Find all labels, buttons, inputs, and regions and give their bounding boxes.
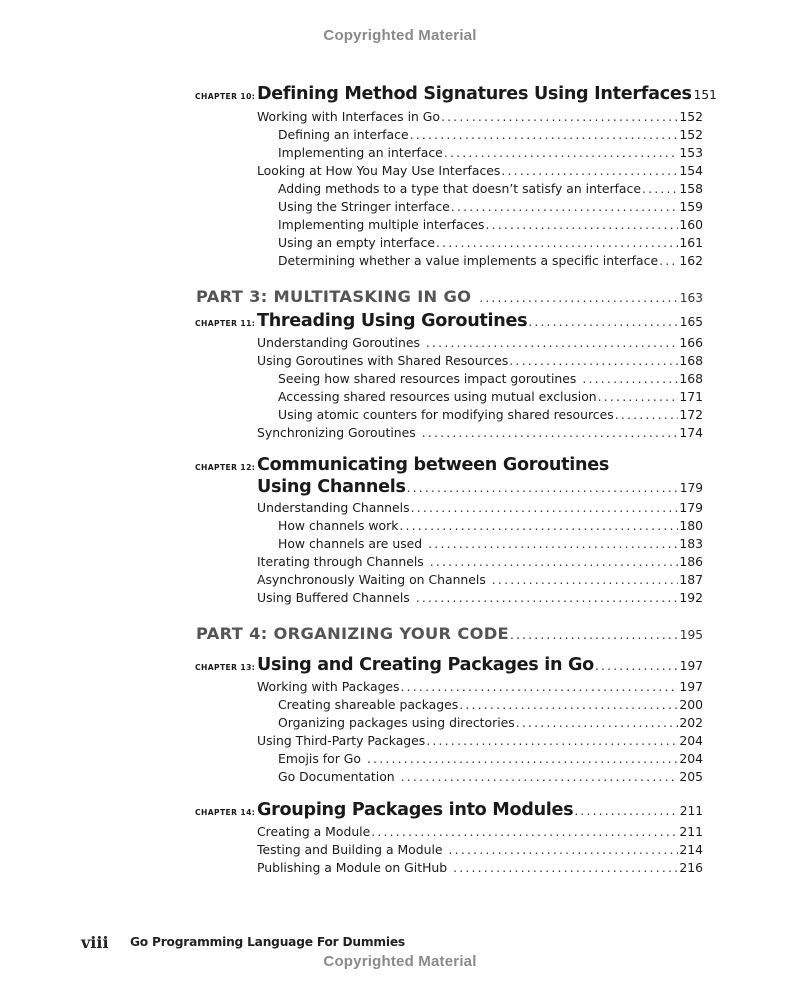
toc-subentry[interactable]: [278, 127, 703, 145]
page-number: 211: [679, 824, 703, 839]
entry-label: Understanding Goroutines: [257, 335, 420, 350]
toc-entry[interactable]: [257, 335, 703, 353]
entry-label: Emojis for Go: [278, 751, 361, 766]
chapter-title: Using and Creating Packages in Go: [257, 655, 594, 675]
dot-leader: [595, 659, 679, 673]
entry-label: Iterating through Channels: [257, 554, 424, 569]
toc-entry[interactable]: [257, 163, 703, 181]
toc-subentry[interactable]: [278, 235, 703, 253]
entry-label: Creating shareable packages: [278, 697, 459, 712]
entry-label: Using atomic counters for modifying shared resources: [278, 407, 614, 422]
dot-leader: [492, 572, 679, 587]
page-number: 151: [693, 88, 717, 102]
chapter-tag: CHAPTER 12:: [195, 463, 256, 472]
dot-leader: [401, 679, 679, 694]
dot-leader: [401, 769, 679, 784]
entry-label: Using the Stringer interface: [278, 199, 450, 214]
toc-subentry[interactable]: [278, 217, 703, 235]
page-number: 187: [679, 572, 703, 587]
dot-leader: [659, 253, 678, 268]
page-number: 153: [679, 145, 703, 160]
entry-label: Implementing an interface: [278, 145, 443, 160]
toc-entry[interactable]: [257, 109, 703, 127]
page-number: 216: [679, 860, 703, 875]
toc-entry[interactable]: [257, 824, 703, 842]
entry-label: Working with Packages: [257, 679, 400, 694]
dot-leader: [371, 824, 678, 839]
dot-leader: [410, 127, 679, 142]
dot-leader: [516, 715, 679, 730]
page-number: 162: [679, 253, 703, 268]
page-number: 183: [679, 536, 703, 551]
part-4-heading[interactable]: [196, 624, 703, 643]
page-number: 197: [679, 659, 703, 673]
page-number: 179: [679, 500, 703, 515]
entry-label: Working with Interfaces in Go: [257, 109, 440, 124]
entry-label: Using Goroutines with Shared Resources: [257, 353, 509, 368]
entry-label: Defining an interface: [278, 127, 409, 142]
dot-leader: [441, 109, 678, 124]
toc-subentry[interactable]: [278, 697, 703, 715]
entry-label: Determining whether a value implements a specific interface: [278, 253, 659, 268]
entry-label: Testing and Building a Module: [257, 842, 443, 857]
page-number: 168: [679, 353, 703, 368]
chapter-13-heading[interactable]: [195, 655, 703, 675]
page-number: 192: [679, 590, 703, 605]
dot-leader: [509, 353, 678, 368]
page-number: 172: [679, 407, 703, 422]
dot-leader: [528, 315, 678, 329]
entry-label: Accessing shared resources using mutual exclusion: [278, 389, 597, 404]
dot-leader: [479, 291, 678, 305]
page-number: 180: [679, 518, 703, 533]
dot-leader: [642, 181, 678, 196]
dot-leader: [598, 389, 679, 404]
part-3-heading[interactable]: [196, 287, 703, 306]
page-number: 159: [679, 199, 703, 214]
page-number: 171: [679, 389, 703, 404]
page-number: 165: [679, 315, 703, 329]
page-number: 204: [679, 751, 703, 766]
toc-subentry[interactable]: [278, 536, 703, 554]
copyright-watermark-top: Copyrighted Material: [323, 27, 477, 44]
page-number: 168: [679, 371, 703, 386]
page-number: 195: [679, 628, 703, 642]
entry-label: Understanding Channels: [257, 500, 410, 515]
dot-leader: [416, 590, 679, 605]
toc-subentry[interactable]: [278, 407, 703, 425]
toc-entry[interactable]: [257, 733, 703, 751]
entry-label: Implementing multiple interfaces: [278, 217, 485, 232]
toc-entry[interactable]: [257, 842, 703, 860]
chapter-12-heading[interactable]: [257, 477, 703, 497]
page-number: 152: [679, 127, 703, 142]
chapter-title: Threading Using Goroutines: [257, 311, 528, 331]
dot-leader: [367, 751, 678, 766]
page-number: 179: [679, 481, 703, 495]
dot-leader: [485, 217, 678, 232]
chapter-title-line2: Using Channels: [257, 477, 406, 497]
chapter-tag: CHAPTER 11:: [195, 319, 256, 328]
dot-leader: [407, 481, 679, 495]
dot-leader: [459, 697, 678, 712]
toc-subentry[interactable]: [278, 145, 703, 163]
toc-entry[interactable]: [257, 679, 703, 697]
copyright-watermark-bottom: Copyrighted Material: [323, 953, 477, 970]
chapter-tag: CHAPTER 10:: [195, 92, 256, 101]
page-number: 186: [679, 554, 703, 569]
dot-leader: [430, 554, 679, 569]
page-number: 163: [679, 291, 703, 305]
entry-label: Synchronizing Goroutines: [257, 425, 416, 440]
part-title: PART 3: MULTITASKING IN GO: [196, 287, 472, 306]
page-number: 154: [679, 163, 703, 178]
dot-leader: [451, 199, 679, 214]
chapter-tag: CHAPTER 13:: [195, 663, 256, 672]
toc-entry[interactable]: [257, 590, 703, 608]
entry-label: Asynchronously Waiting on Channels: [257, 572, 486, 587]
chapter-title-line1: Communicating between Goroutines: [257, 455, 610, 475]
dot-leader: [449, 842, 679, 857]
dot-leader: [436, 235, 678, 250]
toc-entry[interactable]: [257, 353, 703, 371]
toc-entry[interactable]: [257, 860, 703, 878]
entry-label: Seeing how shared resources impact goroutines: [278, 371, 577, 386]
toc-subentry[interactable]: [278, 518, 703, 536]
toc-subentry[interactable]: [278, 715, 703, 733]
page-number: 158: [679, 181, 703, 196]
entry-label: Creating a Module: [257, 824, 371, 839]
toc-subentry[interactable]: [278, 253, 703, 271]
toc-entry[interactable]: [257, 500, 703, 518]
entry-label: Using Buffered Channels: [257, 590, 410, 605]
toc-entry[interactable]: [257, 425, 703, 443]
dot-leader: [428, 536, 678, 551]
chapter-title: Defining Method Signatures Using Interfaces: [257, 84, 692, 104]
entry-label: Adding methods to a type that doesn’t satisfy an interface: [278, 181, 641, 196]
part-title: PART 4: ORGANIZING YOUR CODE: [196, 624, 509, 643]
entry-label: Go Documentation: [278, 769, 395, 784]
page-number: 152: [679, 109, 703, 124]
toc-subentry[interactable]: [278, 389, 703, 407]
page-number: 166: [679, 335, 703, 350]
dot-leader: [615, 407, 679, 422]
entry-label: Publishing a Module on GitHub: [257, 860, 448, 875]
toc-subentry[interactable]: [278, 751, 703, 769]
dot-leader: [422, 425, 679, 440]
page-number: 204: [679, 733, 703, 748]
entry-label: Looking at How You May Use Interfaces: [257, 163, 501, 178]
footer-book-title: Go Programming Language For Dummies: [130, 935, 405, 949]
chapter-14-heading[interactable]: [195, 800, 703, 820]
toc-entry[interactable]: [257, 554, 703, 572]
page-number: 197: [679, 679, 703, 694]
chapter-tag: CHAPTER 14:: [195, 808, 256, 817]
dot-leader: [453, 860, 678, 875]
dot-leader: [411, 500, 679, 515]
dot-leader: [582, 371, 678, 386]
entry-label: Organizing packages using directories: [278, 715, 515, 730]
page-number: 211: [679, 804, 703, 818]
dot-leader: [444, 145, 679, 160]
toc-subentry[interactable]: [278, 181, 703, 199]
dot-leader: [501, 163, 678, 178]
page-number: 174: [679, 425, 703, 440]
dot-leader: [426, 335, 678, 350]
page-number: 161: [679, 235, 703, 250]
dot-leader: [574, 804, 678, 818]
entry-label: How channels are used: [278, 536, 423, 551]
page-number: 160: [679, 217, 703, 232]
dot-leader: [426, 733, 678, 748]
page-number: 214: [679, 842, 703, 857]
toc-subentry[interactable]: [278, 371, 703, 389]
dot-leader: [510, 628, 679, 642]
chapter-10-heading[interactable]: [195, 84, 717, 104]
page-number: 205: [679, 769, 703, 784]
toc-subentry[interactable]: [278, 199, 703, 217]
chapter-12-title-line1[interactable]: [195, 455, 610, 475]
entry-label: How channels work: [278, 518, 399, 533]
entry-label: Using Third-Party Packages: [257, 733, 426, 748]
page-number: 200: [679, 697, 703, 712]
chapter-title: Grouping Packages into Modules: [257, 800, 574, 820]
page-number: 202: [679, 715, 703, 730]
toc-entry[interactable]: [257, 572, 703, 590]
entry-label: Using an empty interface: [278, 235, 435, 250]
toc-subentry[interactable]: [278, 769, 703, 787]
footer-page-number: viii: [81, 933, 109, 952]
dot-leader: [399, 518, 678, 533]
chapter-11-heading[interactable]: [195, 311, 703, 331]
